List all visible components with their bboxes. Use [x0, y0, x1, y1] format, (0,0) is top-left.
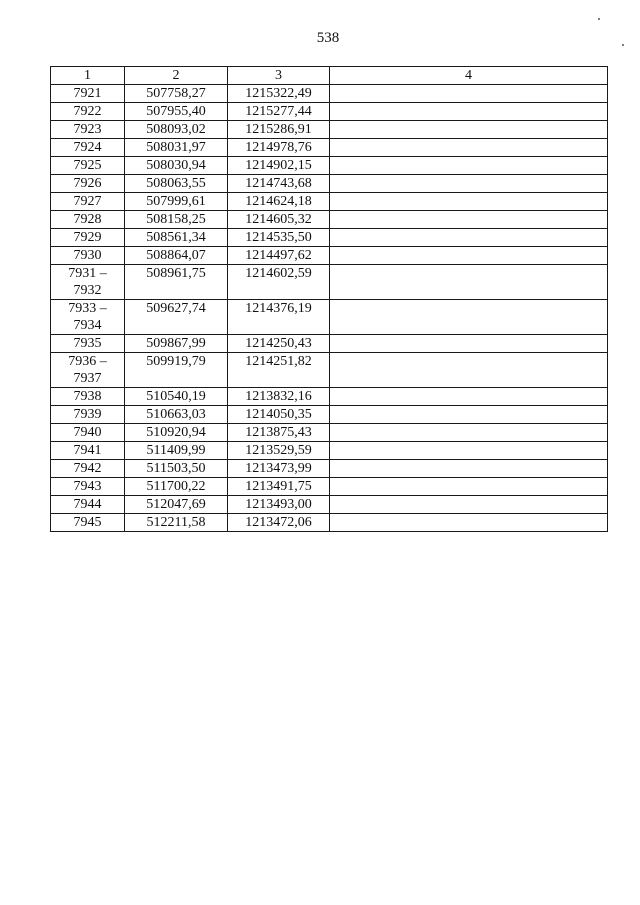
y-coordinate-cell: 1213493,00	[228, 496, 330, 514]
y-coordinate-cell: 1214376,19	[228, 300, 330, 335]
y-coordinate-cell: 1213473,99	[228, 460, 330, 478]
y-coordinate-cell: 1213529,59	[228, 442, 330, 460]
table-row	[51, 514, 608, 532]
note-cell	[330, 247, 608, 265]
note-cell	[330, 300, 608, 335]
table-body	[51, 85, 608, 532]
point-number-cell: 7931 – 7932	[51, 265, 125, 300]
column-header: 1	[51, 67, 125, 85]
scan-speck	[598, 18, 600, 20]
x-coordinate-cell: 509919,79	[125, 353, 228, 388]
note-cell	[330, 121, 608, 139]
x-coordinate-cell: 508030,94	[125, 157, 228, 175]
x-coordinate-cell: 508561,34	[125, 229, 228, 247]
table-row	[51, 211, 608, 229]
note-cell	[330, 265, 608, 300]
x-coordinate-cell: 512047,69	[125, 496, 228, 514]
table-row	[51, 175, 608, 193]
x-coordinate-cell: 512211,58	[125, 514, 228, 532]
x-coordinate-cell: 511700,22	[125, 478, 228, 496]
x-coordinate-cell: 508031,97	[125, 139, 228, 157]
note-cell	[330, 193, 608, 211]
table-row	[51, 442, 608, 460]
note-cell	[330, 175, 608, 193]
point-number-cell: 7924	[51, 139, 125, 157]
x-coordinate-cell: 511409,99	[125, 442, 228, 460]
page-number: 538	[316, 30, 340, 46]
x-coordinate-cell: 507758,27	[125, 85, 228, 103]
y-coordinate-cell: 1215322,49	[228, 85, 330, 103]
point-number-cell: 7938	[51, 388, 125, 406]
table-row	[51, 478, 608, 496]
note-cell	[330, 388, 608, 406]
table-row	[51, 229, 608, 247]
y-coordinate-cell: 1214497,62	[228, 247, 330, 265]
table-row	[51, 247, 608, 265]
x-coordinate-cell: 508961,75	[125, 265, 228, 300]
x-coordinate-cell: 508063,55	[125, 175, 228, 193]
note-cell	[330, 406, 608, 424]
note-cell	[330, 460, 608, 478]
note-cell	[330, 157, 608, 175]
y-coordinate-cell: 1213472,06	[228, 514, 330, 532]
note-cell	[330, 139, 608, 157]
coordinates-table	[50, 66, 608, 532]
y-coordinate-cell: 1213491,75	[228, 478, 330, 496]
table-row	[51, 103, 608, 121]
note-cell	[330, 514, 608, 532]
y-coordinate-cell: 1214624,18	[228, 193, 330, 211]
x-coordinate-cell: 509627,74	[125, 300, 228, 335]
note-cell	[330, 85, 608, 103]
table-row	[51, 388, 608, 406]
y-coordinate-cell: 1214605,32	[228, 211, 330, 229]
y-coordinate-cell: 1214602,59	[228, 265, 330, 300]
point-number-cell: 7939	[51, 406, 125, 424]
point-number-cell: 7942	[51, 460, 125, 478]
x-coordinate-cell: 510920,94	[125, 424, 228, 442]
point-number-cell: 7923	[51, 121, 125, 139]
point-number-cell: 7926	[51, 175, 125, 193]
x-coordinate-cell: 508158,25	[125, 211, 228, 229]
y-coordinate-cell: 1214978,76	[228, 139, 330, 157]
y-coordinate-cell: 1214250,43	[228, 335, 330, 353]
note-cell	[330, 211, 608, 229]
table-row	[51, 424, 608, 442]
x-coordinate-cell: 510540,19	[125, 388, 228, 406]
table-row	[51, 157, 608, 175]
point-number-cell: 7930	[51, 247, 125, 265]
x-coordinate-cell: 509867,99	[125, 335, 228, 353]
point-number-cell: 7922	[51, 103, 125, 121]
table-row	[51, 265, 608, 300]
column-header: 4	[330, 67, 608, 85]
y-coordinate-cell: 1215286,91	[228, 121, 330, 139]
table-row	[51, 85, 608, 103]
point-number-cell: 7928	[51, 211, 125, 229]
x-coordinate-cell: 507955,40	[125, 103, 228, 121]
table-row	[51, 335, 608, 353]
y-coordinate-cell: 1214535,50	[228, 229, 330, 247]
table-row	[51, 121, 608, 139]
table-row	[51, 353, 608, 388]
table-row	[51, 406, 608, 424]
point-number-cell: 7941	[51, 442, 125, 460]
x-coordinate-cell: 508864,07	[125, 247, 228, 265]
x-coordinate-cell: 507999,61	[125, 193, 228, 211]
point-number-cell: 7929	[51, 229, 125, 247]
column-header: 3	[228, 67, 330, 85]
x-coordinate-cell: 510663,03	[125, 406, 228, 424]
note-cell	[330, 335, 608, 353]
note-cell	[330, 229, 608, 247]
note-cell	[330, 478, 608, 496]
table-row	[51, 460, 608, 478]
note-cell	[330, 353, 608, 388]
point-number-cell: 7936 – 7937	[51, 353, 125, 388]
table-row	[51, 193, 608, 211]
y-coordinate-cell: 1215277,44	[228, 103, 330, 121]
y-coordinate-cell: 1214251,82	[228, 353, 330, 388]
x-coordinate-cell: 511503,50	[125, 460, 228, 478]
point-number-cell: 7925	[51, 157, 125, 175]
column-header: 2	[125, 67, 228, 85]
point-number-cell: 7921	[51, 85, 125, 103]
table-row	[51, 496, 608, 514]
note-cell	[330, 442, 608, 460]
x-coordinate-cell: 508093,02	[125, 121, 228, 139]
table-row	[51, 300, 608, 335]
point-number-cell: 7940	[51, 424, 125, 442]
table-row	[51, 139, 608, 157]
point-number-cell: 7944	[51, 496, 125, 514]
y-coordinate-cell: 1213875,43	[228, 424, 330, 442]
scan-speck	[622, 44, 624, 46]
point-number-cell: 7943	[51, 478, 125, 496]
y-coordinate-cell: 1213832,16	[228, 388, 330, 406]
point-number-cell: 7945	[51, 514, 125, 532]
point-number-cell: 7933 – 7934	[51, 300, 125, 335]
note-cell	[330, 103, 608, 121]
y-coordinate-cell: 1214050,35	[228, 406, 330, 424]
y-coordinate-cell: 1214743,68	[228, 175, 330, 193]
note-cell	[330, 496, 608, 514]
point-number-cell: 7935	[51, 335, 125, 353]
y-coordinate-cell: 1214902,15	[228, 157, 330, 175]
table-header-row	[51, 67, 608, 85]
note-cell	[330, 424, 608, 442]
point-number-cell: 7927	[51, 193, 125, 211]
